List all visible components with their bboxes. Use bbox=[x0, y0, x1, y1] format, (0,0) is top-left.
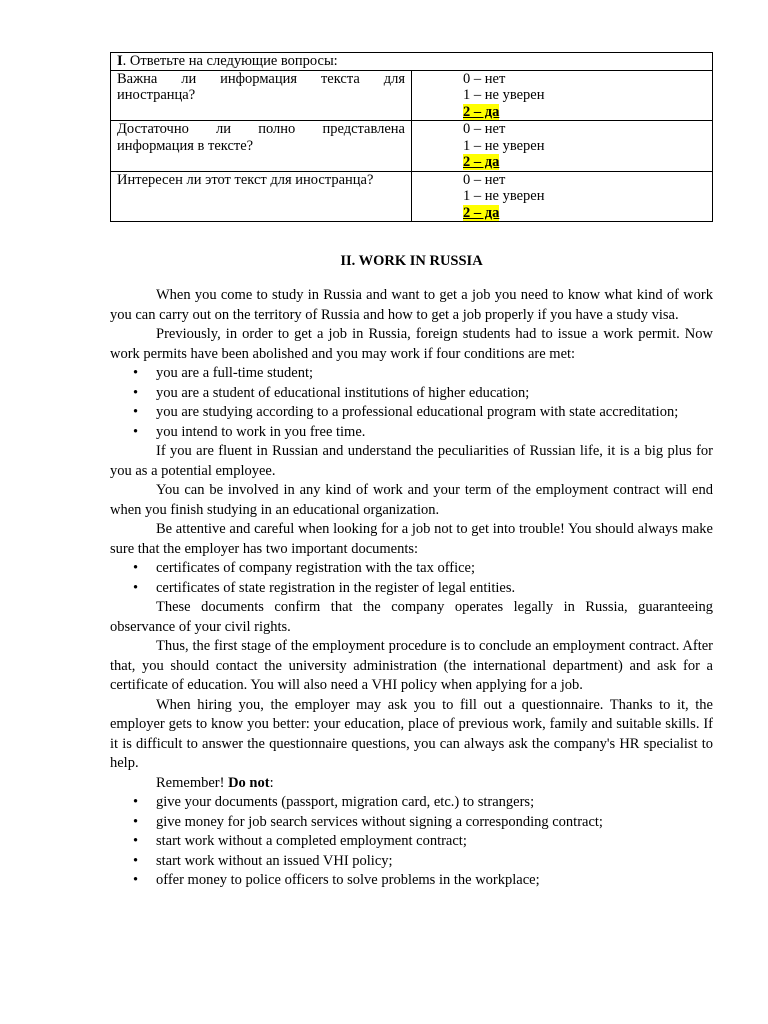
option-0: 0 – нет bbox=[463, 70, 506, 87]
option-1: 1 – не уверен bbox=[463, 188, 545, 204]
answer-cell bbox=[412, 70, 713, 121]
option-selected: 2 – да bbox=[463, 204, 500, 221]
bullet-icon: • bbox=[133, 404, 139, 420]
question-cell: Важна ли информация текста для иностранца? bbox=[111, 70, 412, 121]
answer-cell bbox=[412, 171, 713, 222]
conditions-list bbox=[110, 364, 713, 442]
table-row bbox=[111, 70, 713, 121]
paragraph: Thus, the first stage of the employment procedure is to conclude an employment contract. After that, you should contact the university administration (the international department) and ask for a certificate of education. You will also need a VHI policy when applying for a job. bbox=[110, 638, 713, 693]
do-not-list bbox=[110, 793, 713, 891]
bullet-icon: • bbox=[133, 365, 139, 381]
paragraph: If you are fluent in Russian and understand the peculiarities of Russian life, it is a big plus for you as a potential employee. bbox=[110, 443, 713, 479]
paragraph: You can be involved in any kind of work and your term of the employment contract will end when you finish studying in an educational organization. bbox=[110, 482, 713, 518]
paragraph: When hiring you, the employer may ask you to fill out a questionnaire. Thanks to it, the employer gets to know you better: your education, place of previous work, family and suitable skills. If it is difficult to answer the questionnaire questions, you can always ask the company's HR specialist to help. bbox=[110, 696, 713, 771]
list-item: • offer money to police officers to solve problems in the workplace; bbox=[110, 871, 713, 891]
bullet-icon: • bbox=[133, 813, 139, 830]
list-item: • you are a student of educational institutions of higher education; bbox=[110, 384, 713, 404]
option-0: 0 – нет bbox=[463, 171, 506, 188]
bullet-icon: • bbox=[133, 560, 139, 576]
bullet-icon: • bbox=[133, 852, 139, 869]
questionnaire-table bbox=[110, 52, 713, 222]
bullet-icon: • bbox=[133, 423, 139, 440]
table-row bbox=[111, 171, 713, 222]
list-item: • give money for job search services without signing a corresponding contract; bbox=[110, 813, 713, 833]
question-cell: Интересен ли этот текст для иностранца? bbox=[111, 171, 412, 222]
list-item: • start work without an issued VHI policy; bbox=[110, 852, 713, 872]
bullet-icon: • bbox=[133, 384, 139, 401]
section-number: I bbox=[117, 53, 123, 69]
document-page bbox=[110, 52, 713, 891]
table-header-cell bbox=[111, 53, 713, 71]
paragraph: When you come to study in Russia and want to get a job you need to know what kind of work you can carry out on the territory of Russia and how to get a job properly if you have a study visa. bbox=[110, 287, 713, 323]
list-item: • you are studying according to a professional educational program with state accreditation; bbox=[110, 403, 713, 423]
paragraph: These documents confirm that the company operates legally in Russia, guaranteeing observance of your civil rights. bbox=[110, 599, 713, 635]
table-row bbox=[111, 121, 713, 172]
paragraph: Be attentive and careful when looking for a job not to get into trouble! You should always make sure that the employer has two important documents: bbox=[110, 521, 713, 557]
list-item: • give your documents (passport, migration card, etc.) to strangers; bbox=[110, 793, 713, 813]
answer-cell bbox=[412, 121, 713, 172]
bullet-icon: • bbox=[133, 794, 139, 810]
section-title: . Ответьте на следующие вопросы: bbox=[122, 53, 338, 69]
bullet-icon: • bbox=[133, 872, 139, 888]
list-item: • certificates of company registration with the tax office; bbox=[110, 559, 713, 579]
do-not-label: Do not bbox=[228, 774, 270, 791]
question-cell: Достаточно ли полно представлена информация в тексте? bbox=[111, 121, 412, 172]
documents-list bbox=[110, 559, 713, 598]
option-selected: 2 – да bbox=[463, 154, 500, 170]
list-item: • start work without a completed employment contract; bbox=[110, 832, 713, 852]
remember-line: Remember! Do not: bbox=[156, 774, 274, 791]
bullet-icon: • bbox=[133, 833, 139, 849]
option-0: 0 – нет bbox=[463, 121, 506, 137]
bullet-icon: • bbox=[133, 579, 139, 596]
option-selected: 2 – да bbox=[463, 103, 500, 120]
option-1: 1 – не уверен bbox=[463, 137, 545, 154]
paragraph: Previously, in order to get a job in Russia, foreign students had to issue a work permit. Now work permits have been abolished and you may work if four conditions are met: bbox=[110, 326, 713, 362]
list-item: • you intend to work in you free time. bbox=[110, 423, 713, 443]
table-header-row bbox=[111, 53, 713, 71]
list-item: • you are a full-time student; bbox=[110, 364, 713, 384]
section-heading: II. WORK IN RUSSIA bbox=[340, 253, 483, 269]
list-item: • certificates of state registration in the register of legal entities. bbox=[110, 579, 713, 599]
option-1: 1 – не уверен bbox=[463, 87, 545, 103]
